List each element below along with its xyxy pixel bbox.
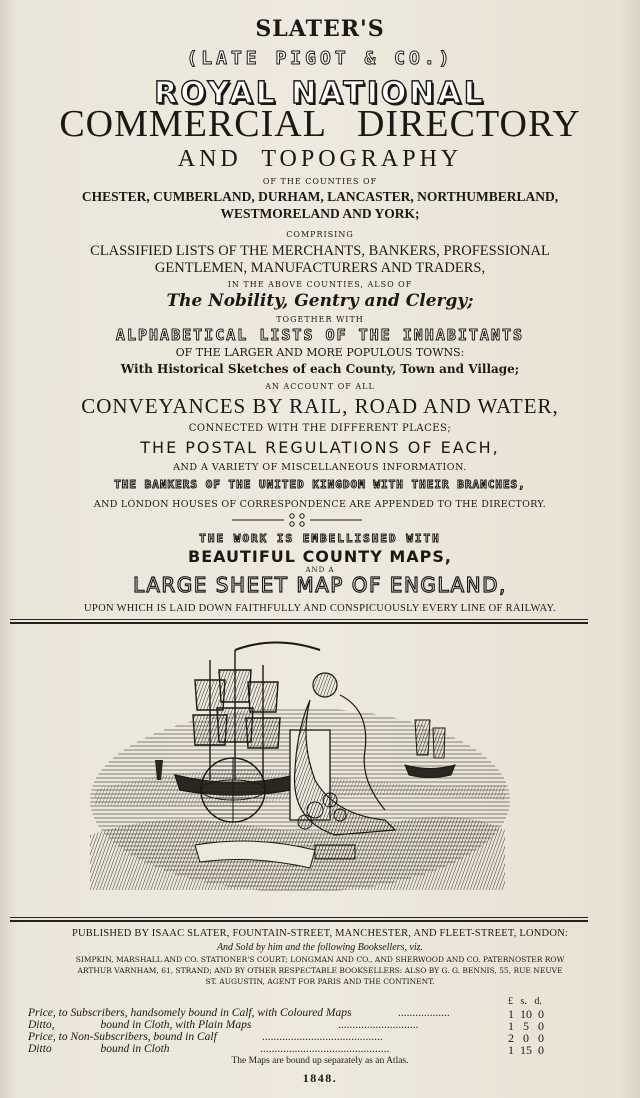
ornament-divider xyxy=(232,510,362,530)
counties-line-1: CHESTER, CUMBERLAND, DURHAM, LANCASTER, NORTHUMBERLAND, xyxy=(81,189,559,204)
classified-line-1: CLASSIFIED LISTS OF THE MERCHANTS, BANKERS, PROFESSIONAL xyxy=(90,243,550,259)
booksellers-line-2: ARTHUR VARNHAM, 61, STRAND; AND BY OTHER RESPECTABLE BOOKSELLERS: ALSO BY G. G. BENNIS, 55, RUE NEUVE xyxy=(77,966,563,975)
nobility-gentry-clergy: The Nobility, Gentry and Clergy; xyxy=(166,291,474,311)
title-royal-national: ROYAL NATIONAL xyxy=(154,76,486,111)
conveyances: CONVEYANCES BY RAIL, ROAD AND WATER, xyxy=(81,394,559,418)
classified-line-2: GENTLEMEN, MANUFACTURERS AND TRADERS, xyxy=(154,260,486,276)
price-amount: 2 0 0 xyxy=(508,1031,544,1045)
engraving-illustration xyxy=(85,640,510,895)
london-houses: AND LONDON HOUSES OF CORRESPONDENCE ARE APPENDED TO THE DIRECTORY. xyxy=(93,499,547,510)
price-dots: .................. xyxy=(398,1007,450,1019)
work-embellished: THE WORK IS EMBELLISHED WITH xyxy=(199,532,441,545)
and-a: AND A xyxy=(305,566,335,574)
counties-intro: OF THE COUNTIES OF xyxy=(262,177,378,186)
large-sheet-map: LARGE SHEET MAP OF ENGLAND, xyxy=(133,573,507,597)
counties-also: IN THE ABOVE COUNTIES, ALSO OF xyxy=(227,280,413,289)
miscellaneous-info: AND A VARIETY OF MISCELLANEOUS INFORMATION. xyxy=(173,462,467,473)
title-topography: AND TOPOGRAPHY xyxy=(177,146,463,172)
railway-line: UPON WHICH IS LAID DOWN FAITHFULLY AND CONSPICUOUSLY EVERY LINE OF RAILWAY. xyxy=(84,603,556,614)
price-label: Ditto, bound in Cloth, with Plain Maps xyxy=(28,1019,252,1031)
price-amount: 1 5 0 xyxy=(508,1019,544,1033)
comprising: COMPRISING xyxy=(286,230,354,239)
price-dots: ............................................. xyxy=(260,1043,390,1055)
together-with: TOGETHER WITH xyxy=(276,315,364,324)
booksellers-line-3: ST. AUGUSTIN, AGENT FOR PARIS AND THE CONTINENT. xyxy=(205,977,435,986)
booksellers-line-1: SIMPKIN, MARSHALL AND CO. STATIONER'S COURT; LONGMAN AND CO., AND SHERWOOD AND CO. PATERNOSTER ROW xyxy=(75,955,565,964)
postal-regulations: THE POSTAL REGULATIONS OF EACH, xyxy=(140,438,500,457)
price-label: Price, to Non-Subscribers, bound in Calf xyxy=(28,1031,217,1043)
divider-top xyxy=(10,619,588,624)
account-of-all: AN ACCOUNT OF ALL xyxy=(265,382,375,391)
price-dots: ............................ xyxy=(338,1019,419,1031)
counties-line-2: WESTMORELAND AND YORK; xyxy=(220,206,420,221)
connected-places: CONNECTED WITH THE DIFFERENT PLACES; xyxy=(188,423,452,434)
title-slaters: SLATER'S xyxy=(255,16,385,42)
sold-by: And Sold by him and the following Booksellers, viz. xyxy=(216,942,424,953)
price-label: Ditto bound in Cloth xyxy=(28,1043,170,1055)
price-amount: 1 10 0 xyxy=(508,1007,544,1021)
maps-atlas-note: The Maps are bound up separately as an Atlas. xyxy=(231,1056,409,1066)
divider-bottom xyxy=(10,917,588,922)
historical-sketches: With Historical Sketches of each County, Town and Village; xyxy=(120,362,520,376)
title-late-pigot: (LATE PIGOT & CO.) xyxy=(186,48,454,69)
alphabetical-lists: ALPHABETICAL LISTS OF THE INHABITANTS xyxy=(115,326,525,344)
currency-header: £ s. d. xyxy=(508,996,542,1007)
bankers-united-kingdom: THE BANKERS OF THE UNITED KINGDOM WITH THEIR BRANCHES, xyxy=(114,478,526,491)
title-commercial-directory: COMMERCIAL DIRECTORY xyxy=(59,103,581,145)
price-amount: 1 15 0 xyxy=(508,1043,544,1057)
beautiful-county-maps: BEAUTIFUL COUNTY MAPS, xyxy=(188,547,452,566)
publication-year: 1848. xyxy=(302,1071,338,1085)
price-dots: .......................................... xyxy=(262,1031,383,1043)
published-by: PUBLISHED BY ISAAC SLATER, FOUNTAIN-STREET, MANCHESTER, AND FLEET-STREET, LONDON: xyxy=(71,928,569,939)
larger-towns: OF THE LARGER AND MORE POPULOUS TOWNS: xyxy=(175,346,465,359)
price-label: Price, to Subscribers, handsomely bound in Calf, with Coloured Maps xyxy=(28,1007,352,1019)
